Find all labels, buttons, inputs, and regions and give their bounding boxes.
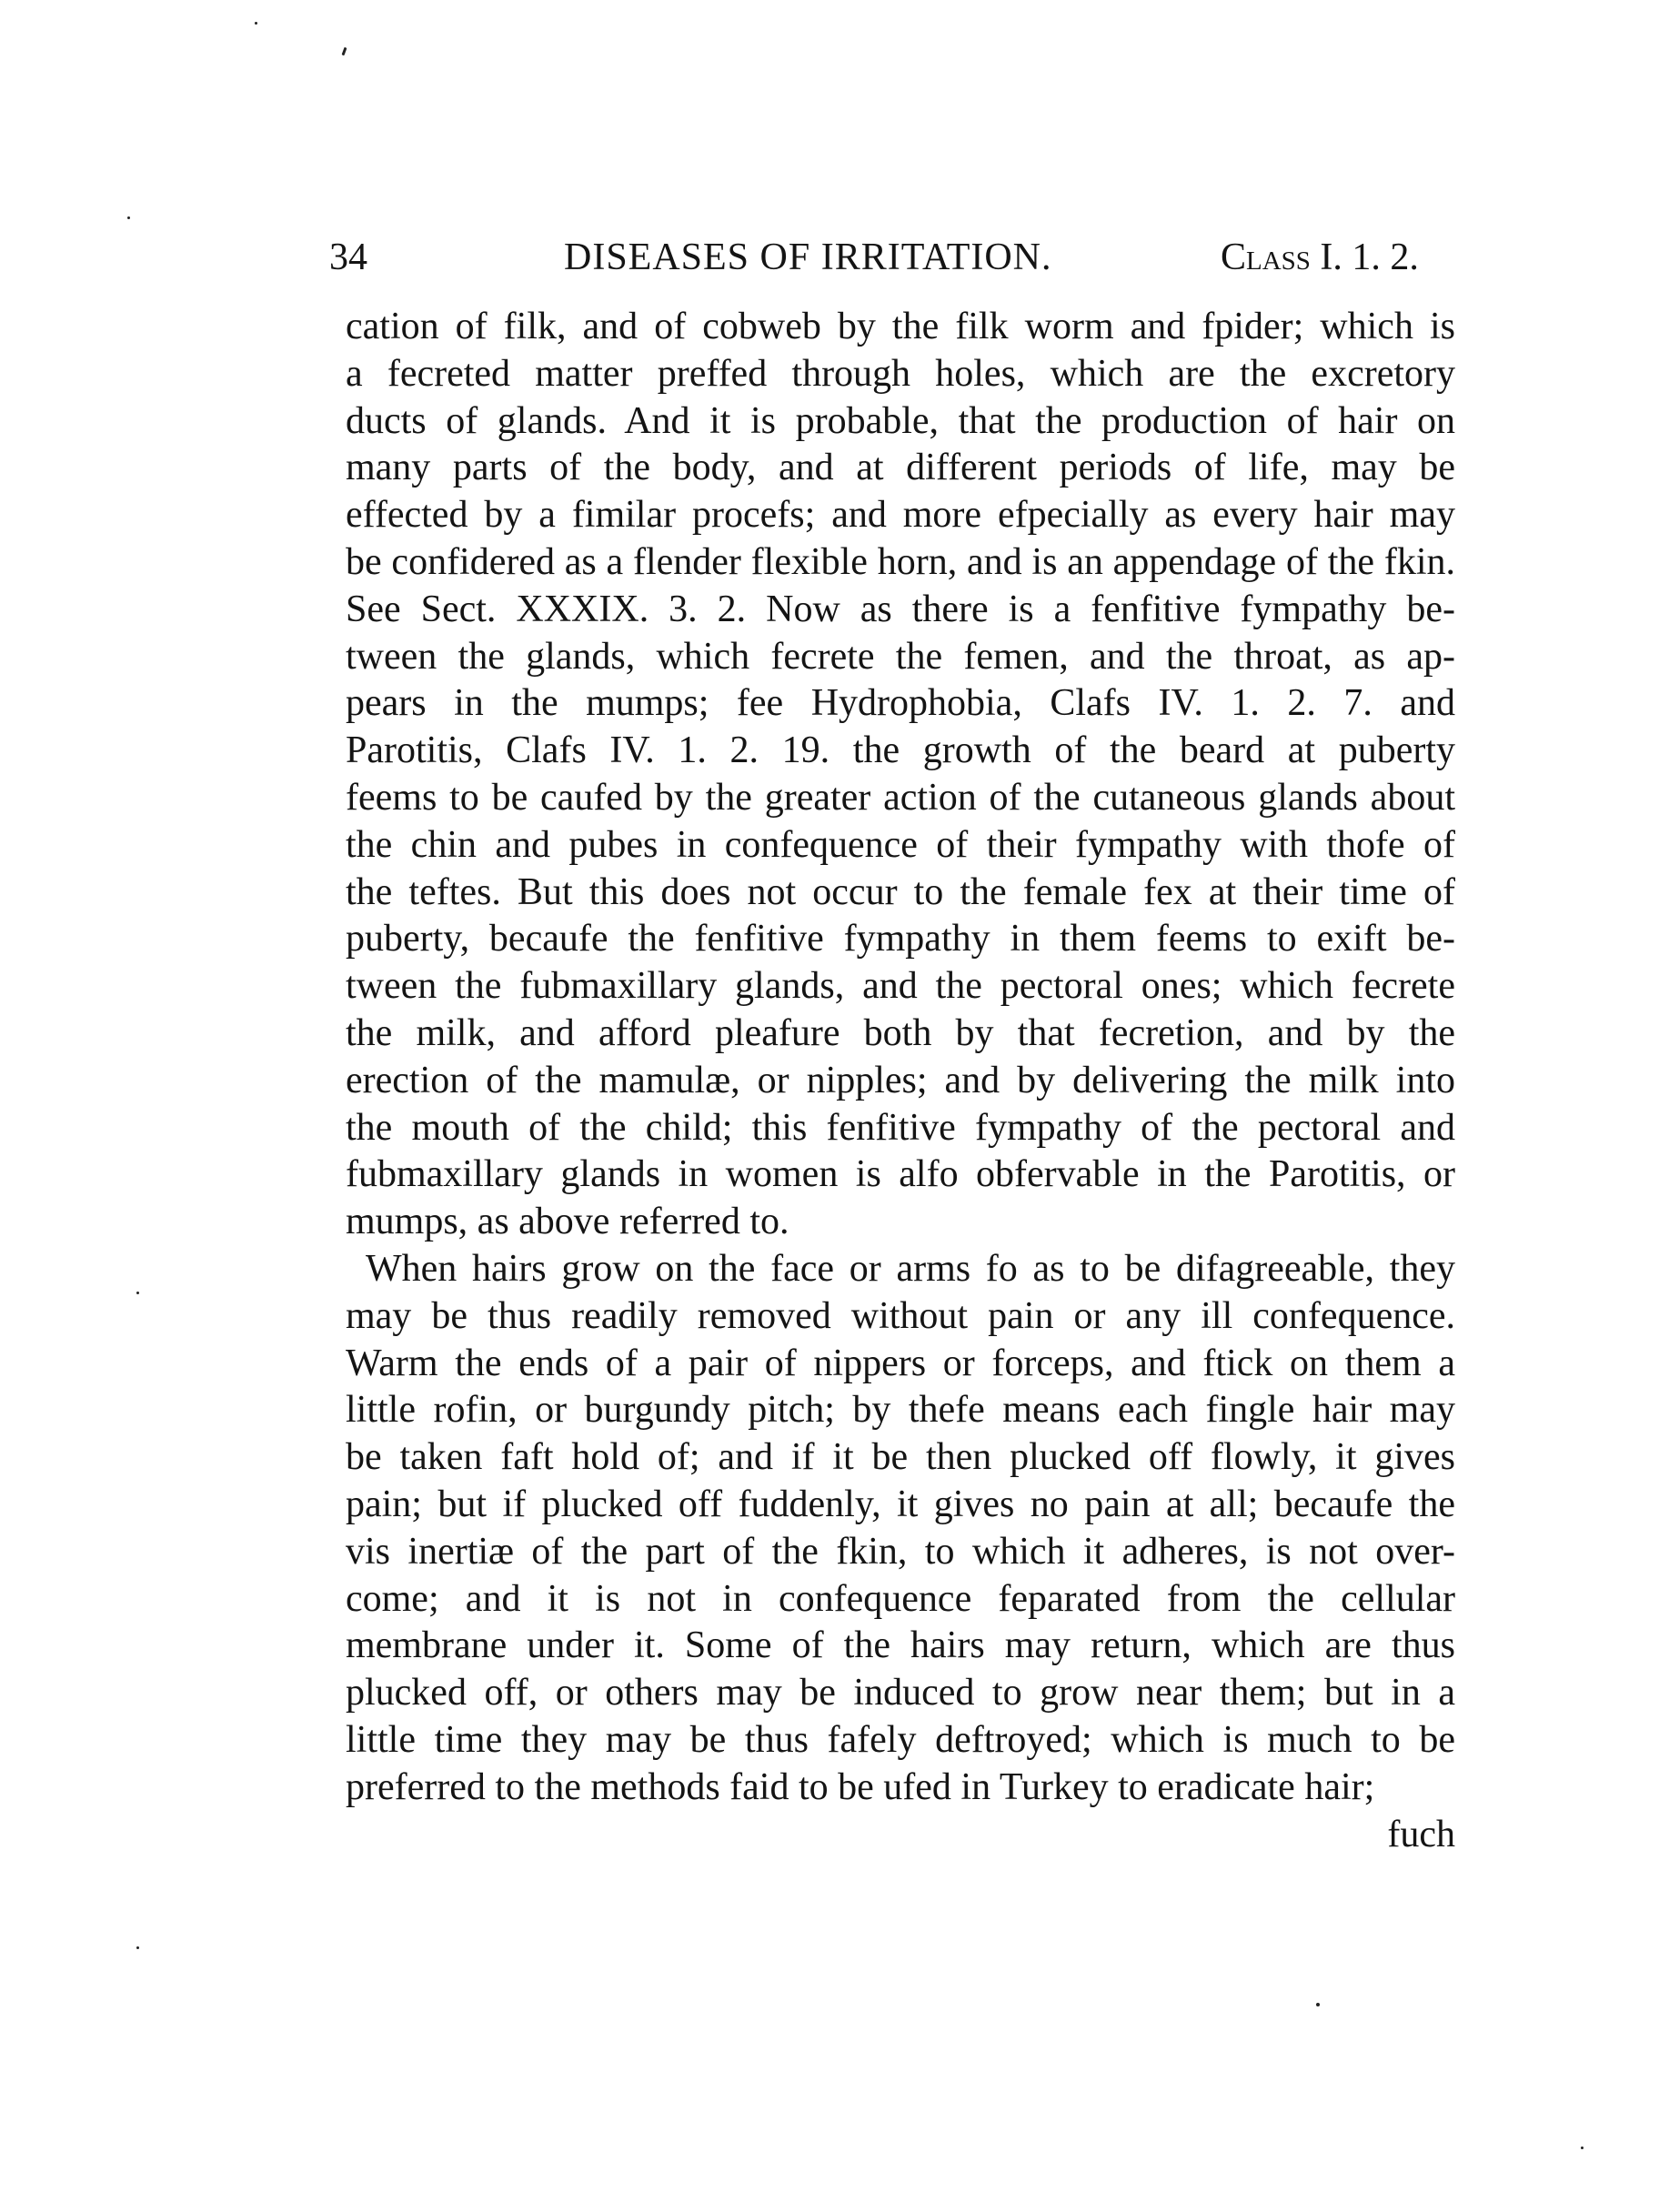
catchword: fuch (1387, 1813, 1455, 1855)
scan-speck (1316, 2003, 1320, 2006)
running-title: DISEASES OF IRRITATION. (564, 236, 1052, 278)
text-line: mumps, as above referred to. (346, 1201, 789, 1243)
text-line: the milk, and afford pleafure both by that fecretion, and by the (346, 1011, 1455, 1054)
text-line: pain; but if plucked off fuddenly, it gives no pain at all; becaufe the (346, 1483, 1455, 1525)
scan-speck (1581, 2147, 1584, 2149)
text-line: fubmaxillary glands in women is alfo obfervable in the Parotitis, or (346, 1153, 1455, 1196)
text-line: Warm the ends of a pair of nippers or forceps, and ftick on them a (346, 1342, 1455, 1384)
text-line: the mouth of the child; this fenfitive fympathy of the pectoral and (346, 1106, 1455, 1149)
text-line: little time they may be thus fafely deftroyed; which is much to be (346, 1718, 1455, 1761)
scan-speck (136, 1946, 139, 1949)
text-line: tween the glands, which fecrete the femen, and the throat, as ap- (346, 635, 1455, 678)
text-line: the teftes. But this does not occur to the female fex at their time of (346, 870, 1455, 913)
text-line: See Sect. XXXIX. 3. 2. Now as there is a fenfitive fympathy be- (346, 588, 1455, 630)
text-line: membrane under it. Some of the hairs may return, which are thus (346, 1624, 1455, 1667)
scan-speck (255, 22, 257, 25)
text-line: puberty, becaufe the fenfitive fympathy in them feems to exift be- (346, 918, 1455, 960)
text-line: preferred to the methods faid to be ufed in Turkey to eradicate hair; (346, 1765, 1375, 1808)
text-line: pears in the mumps; fee Hydrophobia, Clafs IV. 1. 2. 7. and (346, 682, 1455, 725)
page-body (346, 304, 1455, 1858)
text-line: cation of filk, and of cobweb by the filk worm and fpider; which is (346, 306, 1455, 347)
text-line: plucked off, or others may be induced to grow near them; but in a (346, 1672, 1455, 1714)
scan-speck (136, 1292, 139, 1294)
text-line: a fecreted matter preffed through holes, which are the excretory (346, 352, 1455, 395)
text-line: effected by a fimilar procefs; and more efpecially as every hair may (346, 494, 1455, 537)
scan-speck (342, 47, 347, 55)
text-line: may be thus readily removed without pain or any ill confequence. (346, 1294, 1455, 1337)
class-reference: Class I. 1. 2. (1221, 236, 1419, 278)
text-line: When hairs grow on the face or arms fo as to be difagreeable, they (366, 1247, 1455, 1290)
text-line: little rofin, or burgundy pitch; by thefe means each fingle hair may (346, 1389, 1455, 1432)
text-line: ducts of glands. And it is probable, that the production of hair on (346, 399, 1455, 442)
text-line: be taken faft hold of; and if it be then plucked off flowly, it gives (346, 1436, 1455, 1479)
text-line: feems to be caufed by the greater action of the cutaneous glands about (346, 776, 1455, 819)
text-line: vis inertiæ of the part of the fkin, to which it adheres, is not over- (346, 1530, 1455, 1573)
text-line: Parotitis, Clafs IV. 1. 2. 19. the growth of the beard at puberty (346, 729, 1455, 772)
text-line: come; and it is not in confequence feparated from the cellular (346, 1577, 1455, 1620)
text-line: many parts of the body, and at different periods of life, may be (346, 447, 1455, 489)
page-number: 34 (329, 236, 367, 278)
text-line: erection of the mamulæ, or nipples; and by delivering the milk into (346, 1059, 1455, 1101)
text-line: the chin and pubes in confequence of their fympathy with thofe of (346, 823, 1455, 866)
text-line: tween the fubmaxillary glands, and the pectoral ones; which fecrete (346, 965, 1455, 1008)
scan-speck (127, 216, 130, 219)
text-line: be confidered as a flender flexible horn, and is an appendage of the fkin. (346, 540, 1455, 583)
